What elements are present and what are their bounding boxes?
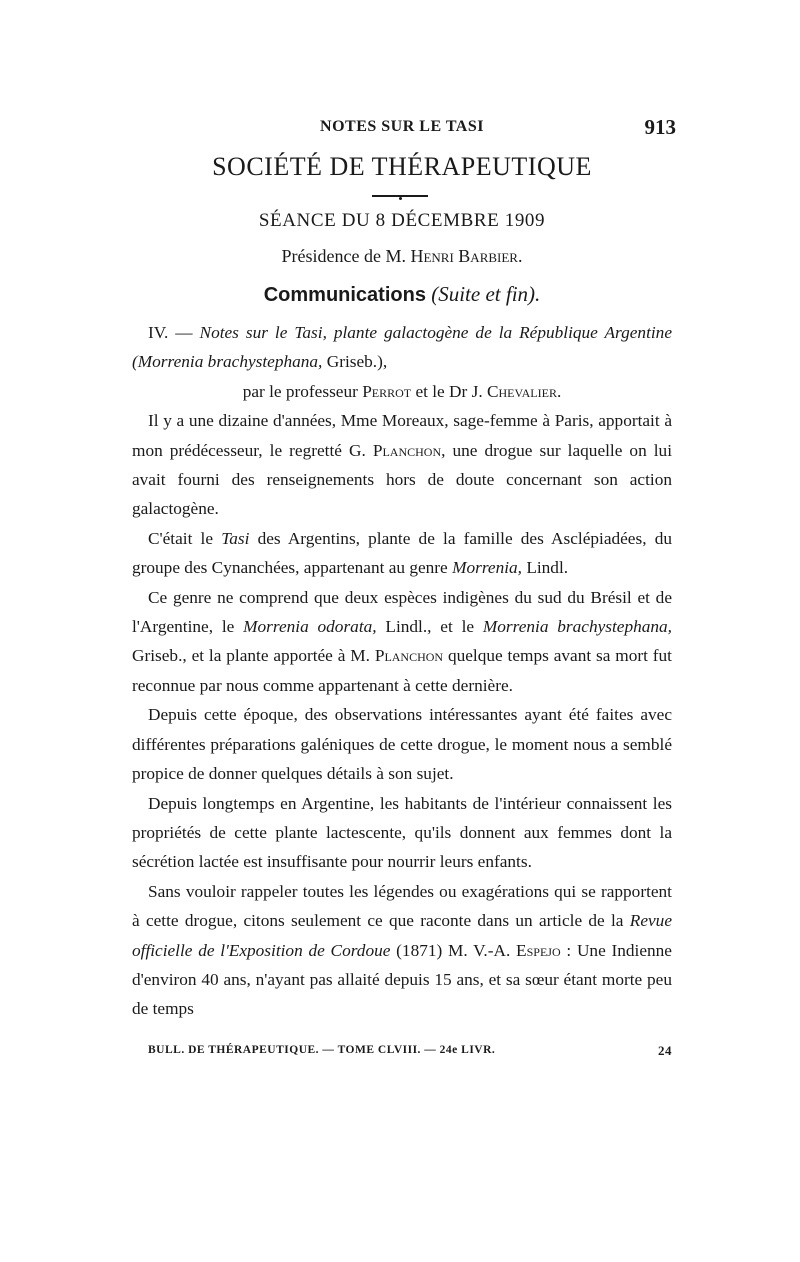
president-name: Henri Barbier. [410, 246, 523, 266]
p3-text-a: Ce genre ne comprend que deux espèces indigènes du sud du Brésil et de l'Argentine, le [132, 587, 672, 637]
p6-text-c: : Une Indienne d'environ 40 ans, n'ayant pas allaité depuis 15 ans, et sa sœur étant morte peu de temps [132, 940, 672, 1019]
footer-signature: BULL. DE THÉRAPEUTIQUE. — TOME CLVIII. — 24e LIVR. [148, 1044, 496, 1056]
paragraph-5: Depuis longtemps en Argentine, les habitants de l'intérieur connaissent les propriétés de cette plante lactescente, qu'ils donnent aux femmes dont la sécrétion lactée est insuffisante pour nourrir leurs enfants. [132, 793, 672, 872]
p2-text-b: des Argentins, plante de la famille des Asclépiadées, du groupe des Cynanchées, appartenant au genre [132, 528, 672, 578]
p3-name: Planchon [374, 646, 444, 666]
running-header [132, 115, 676, 144]
p1-text-a: Il y a une dizaine d'années, Mme Moreaux, sage-femme à Paris, apportait à mon prédécesseur, le regretté G. [132, 411, 672, 460]
presidency-prefix: Présidence de M. [281, 246, 406, 266]
article-authors [132, 377, 672, 406]
p3-species-1: Morrenia odorata, [243, 617, 377, 637]
p2-text-c: Lindl. [526, 558, 569, 578]
article-number: IV. — [148, 323, 193, 342]
article-authority: Griseb.), [326, 352, 388, 372]
paragraph-6 [132, 877, 672, 1024]
author-chevalier: Chevalier. [486, 381, 562, 401]
author-perrot: Perrot [362, 381, 412, 401]
title-rule-dot [399, 197, 402, 200]
society-title: SOCIÉTÉ DE THÉRAPEUTIQUE [212, 152, 592, 181]
article-title-italic: Notes sur le Tasi, plante galactogène de la République Argentine [199, 323, 672, 342]
presidency-line [132, 246, 672, 267]
page-number: 913 [644, 115, 676, 139]
footer-sheet-number: 24 [658, 1043, 672, 1058]
p2-text-a: C'était le [148, 528, 214, 548]
p2-genus: Morrenia, [452, 558, 522, 578]
running-title: NOTES SUR LE TASI [320, 118, 484, 135]
p3-text-b: Lindl., et le [385, 617, 475, 637]
article-body [132, 318, 672, 1024]
p6-name: Espejo [516, 940, 561, 960]
page-footer [148, 1044, 672, 1062]
p6-text-b: (1871) M. V.-A. [396, 940, 511, 960]
p6-journal: Revue officielle de l'Exposition de Cordoue [132, 911, 672, 960]
communications-label: Communications [263, 284, 426, 306]
p3-species-2: Morrenia brachystephana, [482, 617, 672, 637]
paragraph-4: Depuis cette époque, des observations intéressantes ayant été faites avec différentes préparations galéniques de cette drogue, le moment nous a semblé propice de donner quelques détails à son sujet. [132, 705, 672, 784]
p6-text-a: Sans vouloir rappeler toutes les légendes ou exagérations qui se rapportent à cette drogue, citons seulement ce que raconte dans un article de la [132, 881, 672, 931]
session-date: SÉANCE DU 8 DÉCEMBRE 1909 [258, 210, 546, 231]
p1-name: Planchon, [372, 440, 446, 460]
communications-note: (Suite et fin). [431, 282, 541, 306]
authors-prefix: par le professeur [242, 381, 358, 401]
paragraph-1 [132, 406, 672, 524]
p3-text-c: Griseb., et la plante apportée à M. [132, 646, 370, 666]
article-species: (Morrenia brachystephana, [132, 352, 323, 372]
authors-join: et le Dr J. [415, 381, 483, 401]
paragraph-3 [132, 583, 672, 701]
p2-tasi: Tasi [221, 528, 250, 548]
p1-text-b: une drogue sur laquelle on lui avait fourni des renseignements hors de doute concernant son action galactogène. [132, 440, 672, 519]
communications-heading [132, 282, 672, 307]
article-title [132, 318, 672, 377]
paragraph-2 [132, 524, 672, 583]
p3-text-d: quelque temps avant sa mort fut reconnue par nous comme appartenant à cette dernière. [132, 646, 672, 695]
